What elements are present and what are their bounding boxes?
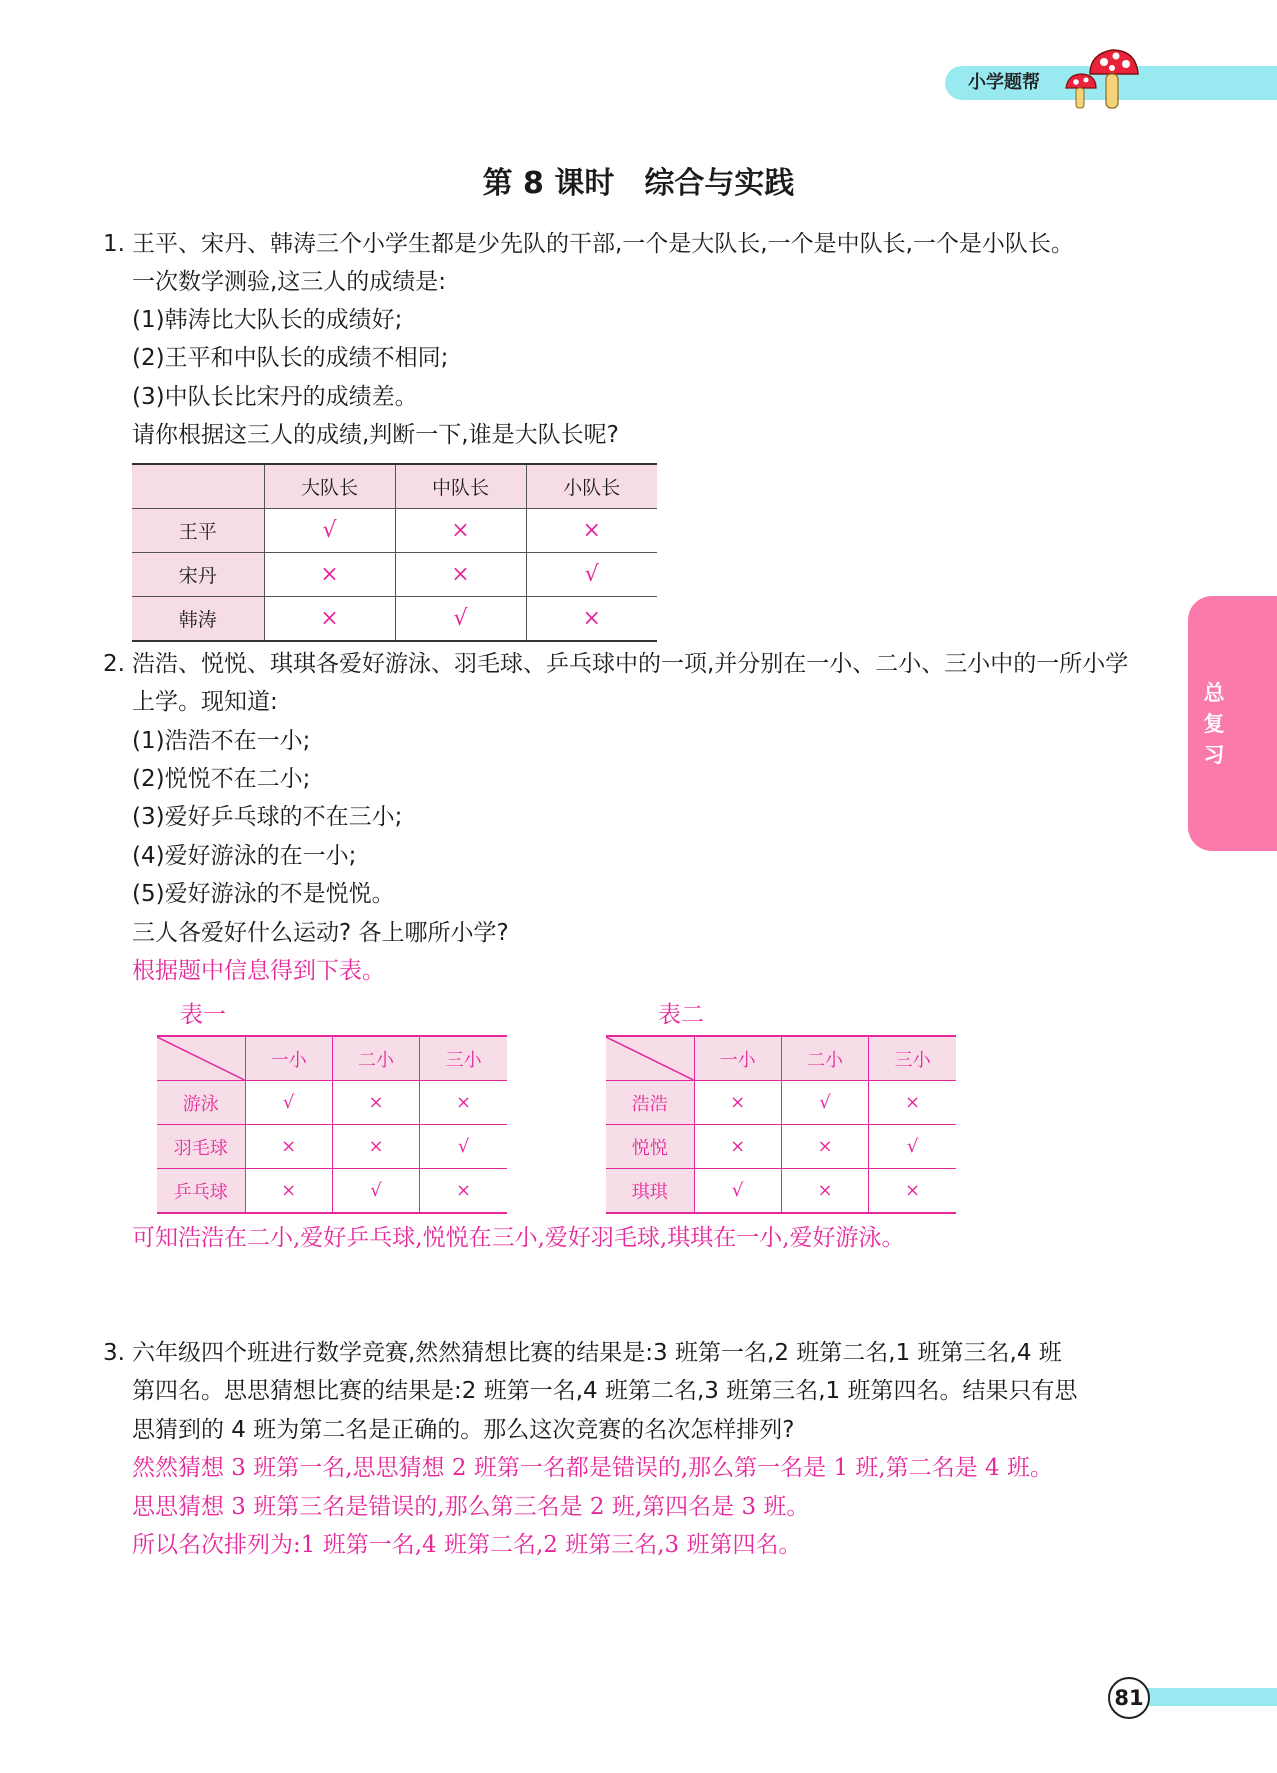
side-tab-label: 总复习 bbox=[1203, 681, 1225, 767]
mark-cell: × bbox=[526, 509, 657, 553]
table-header-row bbox=[606, 1036, 956, 1081]
table-row bbox=[606, 1081, 956, 1125]
mark-cell: × bbox=[526, 597, 657, 642]
row-header: 悦悦 bbox=[606, 1125, 694, 1169]
table-corner-cell bbox=[132, 464, 264, 509]
column-header: 二小 bbox=[332, 1036, 419, 1081]
condition-text: (1)韩涛比大队长的成绩好; bbox=[132, 307, 403, 333]
condition-text: (3)爱好乒乓球的不在三小; bbox=[132, 804, 403, 830]
table-row bbox=[157, 1125, 507, 1169]
mark-cell: × bbox=[245, 1125, 332, 1169]
mark-cell: × bbox=[264, 553, 395, 597]
mark-cell: × bbox=[395, 509, 526, 553]
column-header: 一小 bbox=[694, 1036, 781, 1081]
table-1 bbox=[157, 1035, 507, 1214]
mark-cell: × bbox=[420, 1169, 507, 1214]
answer-text: 可知浩浩在二小,爱好乒乓球,悦悦在三小,爱好羽毛球,琪琪在一小,爱好游泳。 bbox=[132, 1225, 905, 1251]
answer-text: 思思猜想 3 班第三名是错误的,那么第三名是 2 班,第四名是 3 班。 bbox=[132, 1494, 810, 1520]
mark-cell: × bbox=[245, 1169, 332, 1214]
table-2-title: 表二 bbox=[658, 1002, 704, 1028]
condition-text: (2)王平和中队长的成绩不相同; bbox=[132, 345, 449, 371]
mark-cell: √ bbox=[781, 1081, 868, 1125]
question-number: 1. bbox=[103, 231, 125, 257]
table-row bbox=[132, 509, 657, 553]
table-row bbox=[606, 1125, 956, 1169]
row-header: 乒乓球 bbox=[157, 1169, 245, 1214]
column-header: 一小 bbox=[245, 1036, 332, 1081]
mark-cell: × bbox=[332, 1125, 419, 1169]
question-text: 王平、宋丹、韩涛三个小学生都是少先队的干部,一个是大队长,一个是中队长,一个是小队长。 bbox=[132, 231, 1074, 257]
question-text: 一次数学测验,这三人的成绩是: bbox=[132, 269, 447, 295]
mark-cell: × bbox=[332, 1081, 419, 1125]
table-row bbox=[132, 553, 657, 597]
question-text: 第四名。思思猜想比赛的结果是:2 班第一名,4 班第二名,3 班第三名,1 班第四名。结果只有思 bbox=[132, 1378, 1078, 1404]
column-header: 小队长 bbox=[526, 464, 657, 509]
condition-text: (1)浩浩不在一小; bbox=[132, 728, 311, 754]
answer-text: 根据题中信息得到下表。 bbox=[132, 958, 385, 984]
question-number: 2. bbox=[103, 651, 125, 677]
condition-text: (5)爱好游泳的不是悦悦。 bbox=[132, 881, 395, 907]
question-number: 3. bbox=[103, 1340, 125, 1366]
question-text: 浩浩、悦悦、琪琪各爱好游泳、羽毛球、乒乓球中的一项,并分别在一小、二小、三小中的一所小学 bbox=[132, 651, 1129, 677]
table-2 bbox=[606, 1035, 956, 1214]
mark-cell: × bbox=[694, 1125, 781, 1169]
table-row bbox=[157, 1081, 507, 1125]
row-header: 王平 bbox=[132, 509, 264, 553]
condition-text: (4)爱好游泳的在一小; bbox=[132, 843, 357, 869]
table-row bbox=[157, 1169, 507, 1214]
table-row bbox=[132, 597, 657, 642]
table-header-row bbox=[157, 1036, 507, 1081]
mark-cell: × bbox=[395, 553, 526, 597]
mark-cell: × bbox=[781, 1169, 868, 1214]
diagonal-corner-cell bbox=[157, 1036, 245, 1081]
mark-cell: √ bbox=[526, 553, 657, 597]
row-header: 羽毛球 bbox=[157, 1125, 245, 1169]
row-header: 韩涛 bbox=[132, 597, 264, 642]
mark-cell: √ bbox=[869, 1125, 956, 1169]
mark-cell: × bbox=[781, 1125, 868, 1169]
answer-text: 然然猜想 3 班第一名,思思猜想 2 班第一名都是错误的,那么第一名是 1 班,第二名是 4 班。 bbox=[132, 1455, 1053, 1481]
page-title: 第 8 课时 综合与实践 bbox=[482, 166, 795, 201]
mark-cell: √ bbox=[395, 597, 526, 642]
mark-cell: √ bbox=[694, 1169, 781, 1214]
row-header: 游泳 bbox=[157, 1081, 245, 1125]
page-number: 81 bbox=[1108, 1677, 1150, 1719]
question-prompt: 三人各爱好什么运动? 各上哪所小学? bbox=[132, 920, 509, 946]
mark-cell: √ bbox=[264, 509, 395, 553]
column-header: 二小 bbox=[781, 1036, 868, 1081]
condition-text: (3)中队长比宋丹的成绩差。 bbox=[132, 384, 418, 410]
mark-cell: × bbox=[694, 1081, 781, 1125]
condition-text: (2)悦悦不在二小; bbox=[132, 766, 311, 792]
answer-text: 所以名次排列为:1 班第一名,4 班第二名,2 班第三名,3 班第四名。 bbox=[132, 1532, 802, 1558]
mark-cell: × bbox=[420, 1081, 507, 1125]
row-header: 宋丹 bbox=[132, 553, 264, 597]
column-header: 三小 bbox=[420, 1036, 507, 1081]
table-header-row bbox=[132, 464, 657, 509]
question-text: 上学。现知道: bbox=[132, 689, 278, 715]
mark-cell: × bbox=[264, 597, 395, 642]
table-row bbox=[606, 1169, 956, 1214]
column-header: 中队长 bbox=[395, 464, 526, 509]
mark-cell: √ bbox=[245, 1081, 332, 1125]
header-label: 小学题帮 bbox=[968, 72, 1040, 93]
row-header: 浩浩 bbox=[606, 1081, 694, 1125]
diagonal-corner-cell bbox=[606, 1036, 694, 1081]
question-text: 六年级四个班进行数学竞赛,然然猜想比赛的结果是:3 班第一名,2 班第二名,1 班第三名,4 班 bbox=[132, 1340, 1062, 1366]
column-header: 三小 bbox=[869, 1036, 956, 1081]
column-header: 大队长 bbox=[264, 464, 395, 509]
mushroom-icon bbox=[1060, 44, 1150, 116]
mark-cell: √ bbox=[332, 1169, 419, 1214]
mark-cell: √ bbox=[420, 1125, 507, 1169]
table-1-title: 表一 bbox=[180, 1002, 226, 1028]
question-text: 思猜到的 4 班为第二名是正确的。那么这次竞赛的名次怎样排列? bbox=[132, 1417, 795, 1443]
table-q1 bbox=[132, 463, 657, 642]
mark-cell: × bbox=[869, 1169, 956, 1214]
mark-cell: × bbox=[869, 1081, 956, 1125]
question-prompt: 请你根据这三人的成绩,判断一下,谁是大队长呢? bbox=[132, 422, 619, 448]
row-header: 琪琪 bbox=[606, 1169, 694, 1214]
